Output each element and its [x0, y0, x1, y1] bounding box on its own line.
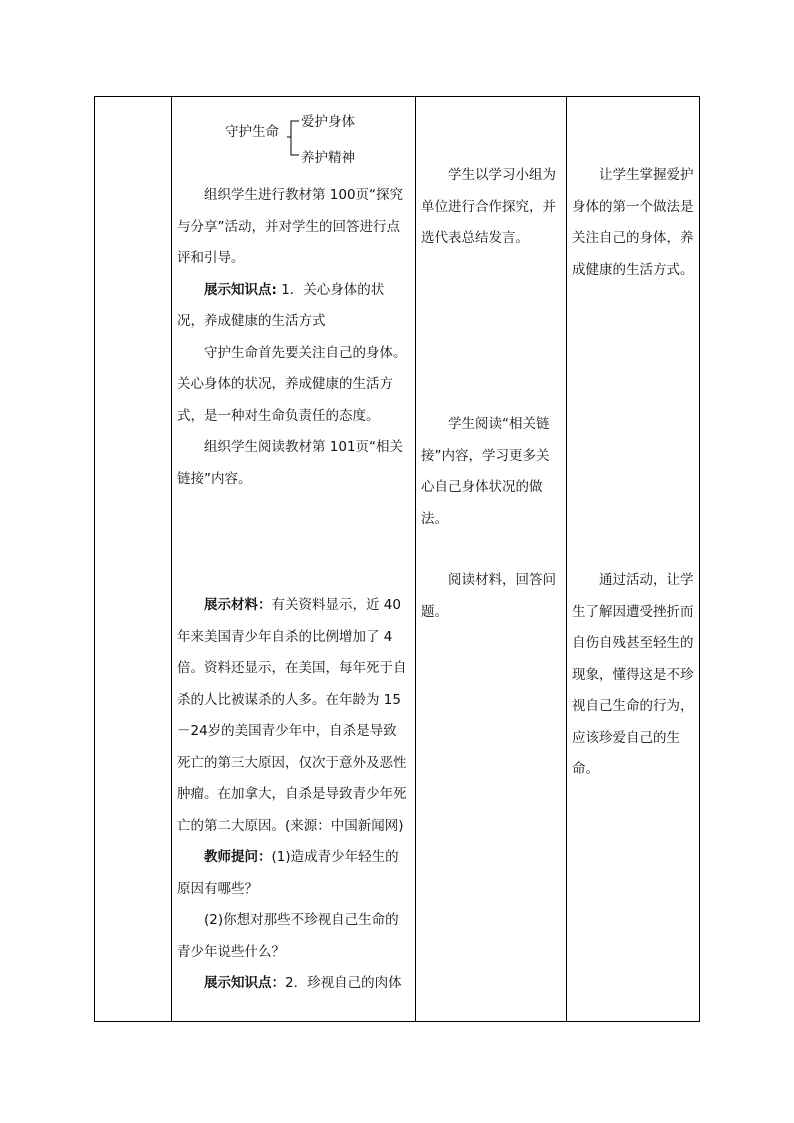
design-intent-1 — [572, 160, 696, 286]
student-activity-3 — [421, 565, 561, 628]
material-label: 展示材料： — [204, 597, 272, 613]
paragraph-question-2: (2)你想对那些不珍视自己生命的青少年说些什么？ — [177, 912, 399, 960]
bracket-icon — [287, 119, 301, 159]
design-intent-2-text: 通过活动，让学生了解因遭受挫折而自伤自残甚至轻生的现象，懂得这是不珍视自己生命的行为，应该珍爱自己的生命。 — [572, 572, 694, 777]
paragraph-teacher-question — [177, 842, 409, 905]
column-divider-3 — [566, 97, 567, 1021]
teacher-activity-cell — [177, 97, 409, 1000]
tree-root-label: 守护生命 — [225, 124, 279, 140]
knowledge-point-2-text: 2．珍视自己的肉体 — [285, 975, 402, 991]
column-1-cell — [95, 97, 171, 1021]
column-divider-2 — [415, 97, 416, 1021]
paragraph-knowledge-point-2 — [177, 968, 409, 1000]
paragraph-protect-body: 守护生命首先要关注自己的身体。关心身体的状况，养成健康的生活方式，是一种对生命负责任的态度。 — [177, 344, 407, 424]
knowledge-point-2-label: 展示知识点： — [204, 975, 285, 991]
knowledge-point-text: 1．关心身体的状况，养成健康的生活方式 — [177, 281, 385, 329]
student-activity-2-text: 学生阅读“相关链接”内容，学习更多关心自己身体状况的做法。 — [421, 416, 550, 527]
tree-leaf-2: 养护精神 — [301, 150, 355, 166]
column-divider-1 — [171, 97, 172, 1021]
student-activity-3-text: 阅读材料，回答问题。 — [421, 572, 556, 620]
lesson-table — [94, 96, 700, 1022]
student-activity-1 — [421, 160, 561, 255]
design-intent-1-text: 让学生掌握爱护身体的第一个做法是关注自己的身体，养成健康的生活方式。 — [572, 167, 694, 278]
teacher-question-label: 教师提问： — [204, 849, 272, 865]
paragraph-explore-share: 组织学生进行教材第 100页“探究与分享”活动，并对学生的回答进行点评和引导。 — [177, 187, 404, 266]
design-intent-2 — [572, 565, 696, 786]
teacher-question-text: (1)造成青少年轻生的原因有哪些？ — [177, 849, 399, 897]
paragraph-knowledge-point-1 — [177, 275, 409, 338]
material-text: 有关资料显示，近 40年来美国青少年自杀的比例增加了 4倍。资料还显示，在美国，每年死于自杀的人比被谋杀的人多。在年龄为 15－24岁的美国青少年中，自杀是导致死亡的第三大原因，仅次于意外及恶性肿瘤。在加拿大，自杀是导致青少年死亡的第二大原因。(来源：中国新闻网) — [177, 597, 407, 834]
knowledge-point-label: 展示知识点: — [204, 281, 277, 298]
paragraph-related-link: 组织学生阅读教材第 101页“相关链接”内容。 — [177, 439, 404, 487]
paragraph-material — [177, 590, 409, 842]
student-activity-2 — [421, 409, 561, 535]
concept-tree — [177, 97, 409, 166]
tree-leaf-1: 爱护身体 — [301, 114, 355, 130]
student-activity-1-text: 学生以学习小组为单位进行合作探究，并选代表总结发言。 — [421, 167, 556, 246]
